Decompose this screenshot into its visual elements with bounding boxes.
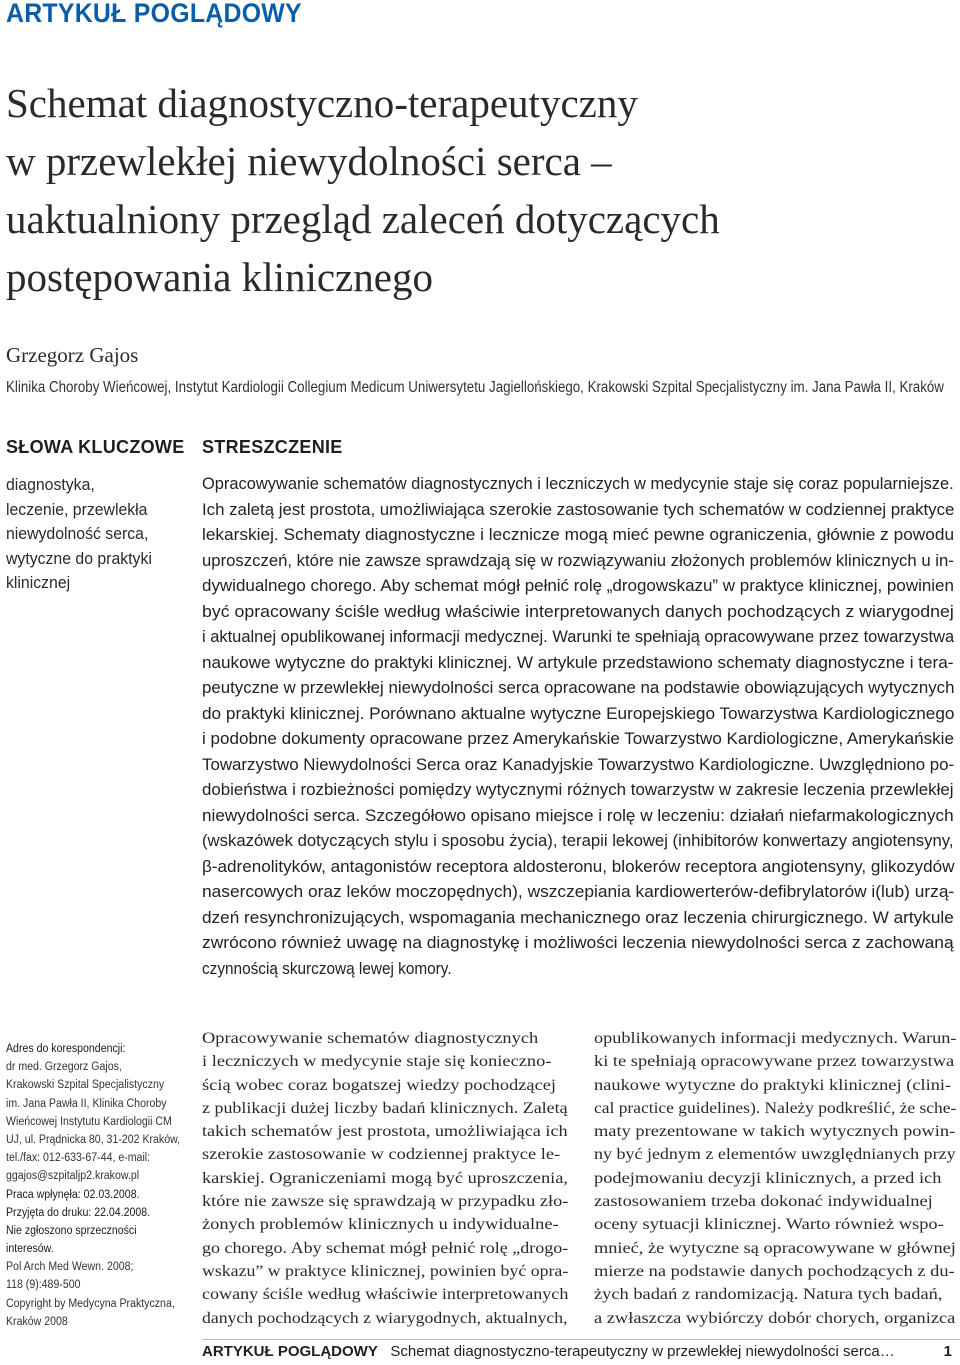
keyword-line: klinicznej [6, 573, 71, 592]
body-line: go chorego. Aby schemat mógł pełnić rolę „drogo- [202, 1239, 569, 1257]
body-line: opublikowanych informacji medycznych. Warun- [594, 1030, 957, 1047]
keyword-line: niewydolność serca, [6, 524, 149, 543]
body-line: zastosowaniem trzeba dokonać indywidualnej [594, 1193, 933, 1211]
correspondence-line: Adres do korespondencji: [6, 1043, 126, 1055]
abstract-line: i aktualnej opublikowanej informacji medycznej. Warunki te spełniają opracowywane przez towarzystwa [202, 628, 955, 646]
body-line: a zwłaszcza wybiórczy dobór chorych, organizca [594, 1309, 956, 1327]
abstract-line: Opracowywanie schematów diagnostycznych i leczniczych w medycynie staje się coraz popularniejsze. [202, 475, 954, 493]
body-line: które nie zawsze się sprawdzają w przypadku zło- [202, 1193, 569, 1211]
body-line: ki te spełniają opracowywane przez towarzystwa [594, 1053, 955, 1071]
correspondence-line: tel./fax: 012-633-67-44, e-mail: [6, 1152, 151, 1165]
correspondence-info [6, 1040, 186, 1331]
abstract-line: nasercowych oraz leków moczopędnych), wszczepiania kardiowerterów-defibrylatorów i(lub) urzą- [202, 883, 955, 901]
body-line: Opracowywanie schematów diagnostycznych [202, 1030, 539, 1047]
body-line: żonych problemów klinicznych u indywidualne- [202, 1216, 559, 1234]
correspondence-line: im. Jana Pawła II, Klinika Choroby [6, 1097, 167, 1110]
title-line: uaktualniony przegląd zaleceń dotyczących [6, 196, 720, 242]
abstract-line: β-adrenolityków, antagonistów receptora aldosteronu, blokerów receptora angiotensyny, glikozydów [202, 857, 955, 876]
body-line: takich schematów jest prostota, umożliwiająca ich [202, 1123, 568, 1141]
body-line: danych pochodzących z wiarygodnych, aktualnych, [202, 1309, 568, 1327]
abstract-line: niewydolności serca. Szczegółowo opisano miejsce i rolę w leczeniu: działań niefarmakologicznych [202, 806, 954, 825]
correspondence-line: Copyright by Medycyna Praktyczna, [6, 1297, 175, 1310]
body-column-2 [594, 1027, 960, 1330]
body-line: maty prezentowane w takich wytycznych powin- [594, 1123, 956, 1141]
correspondence-line: dr med. Grzegorz Gajos, [6, 1061, 122, 1074]
correspondence-line: ggajos@szpitaljp2.krakow.pl [6, 1170, 140, 1183]
abstract-line: do praktyki klinicznej. Porównano aktualne wytyczne Europejskiego Towarzystwa Kardiologicznego [202, 704, 955, 723]
body-line: naukowe wytyczne do praktyki klinicznej (clini- [594, 1076, 952, 1094]
abstract-heading: STRESZCZENIE [202, 437, 343, 457]
body-column-1 [202, 1027, 572, 1330]
section-label: ARTYKUŁ POGLĄDOWY [6, 0, 302, 28]
body-line: podejmowaniu decyzji klinicznych, a przed ich [594, 1169, 942, 1187]
correspondence-line: Krakowski Szpital Specjalistyczny [6, 1079, 165, 1092]
body-line: mnieć, że wytyczne są opracowywane w głównej [594, 1239, 956, 1257]
abstract-line: dzeń resynchronizujących, wspomagania mechanicznego oraz leczenia chirurgicznego. W artykule [202, 908, 954, 927]
keywords-list [6, 473, 186, 596]
body-line: ny być jednym z elementów uwzględnianych przy [594, 1146, 956, 1164]
keyword-line: diagnostyka, [6, 475, 95, 494]
article-title [6, 74, 956, 306]
abstract-line: (wskazówek dotyczących stylu i sposobu życia), terapii lekowej (inhibitorów konwertazy angiotensyny, [202, 832, 954, 850]
correspondence-line: Przyjęta do druku: 22.04.2008. [6, 1206, 151, 1219]
keyword-line: wytyczne do praktyki [6, 548, 152, 568]
correspondence-line: UJ, ul. Prądnicka 80, 31-202 Kraków, [6, 1133, 181, 1146]
body-line: wskazu” w praktyce klinicznej, powinien być opra- [202, 1262, 569, 1280]
body-line: szerokie zastosowanie w codziennej praktyce le- [202, 1146, 561, 1164]
correspondence-line: Pol Arch Med Wewn. 2008; [6, 1261, 134, 1274]
abstract-line: dobieństwa i rozbieżności pomiędzy wytycznymi różnych towarzystw w zakresie leczenia przewlekłej [202, 781, 954, 799]
footer-running-title: Schemat diagnostyczno-terapeutyczny w przewlekłej niewydolności serca… [390, 1343, 895, 1360]
page-number: 1 [943, 1343, 952, 1360]
correspondence-line: 118 (9):489-500 [6, 1279, 81, 1292]
footer-divider [202, 1339, 960, 1340]
body-line: żych badań z randomizacją. Natura tych badań, [594, 1286, 943, 1304]
title-line: Schemat diagnostyczno-terapeutyczny [6, 80, 638, 126]
page-footer [202, 1341, 956, 1365]
abstract-line: czynnością skurczową lewej komory. [202, 959, 452, 978]
abstract-line: uproszczeń, które nie zawsze sprawdzają się w rozwiązywaniu złożonych problemów klinicznych u in- [202, 551, 954, 570]
correspondence-line: interesów. [6, 1243, 54, 1256]
abstract-line: peutyczne w przewlekłej niewydolności serca opracowane na podstawie obowiązujących wytycznych [202, 679, 955, 697]
abstract-line: i podobne dokumenty opracowane przez Amerykańskie Towarzystwo Kardiologiczne, Amerykańskie [202, 730, 954, 748]
title-line: postępowania klinicznego [6, 254, 433, 300]
abstract-line: Ich zaletą jest prostota, umożliwiająca szerokie zastosowanie tych schematów w codziennej praktyce [202, 500, 955, 519]
footer-section-label: ARTYKUŁ POGLĄDOWY [202, 1343, 378, 1360]
body-line: cowany ściśle według właściwie interpretowanych [202, 1286, 569, 1304]
correspondence-line: Nie zgłoszono sprzeczności [6, 1224, 137, 1237]
abstract-line: zwrócono również uwagę na diagnostykę i możliwości leczenia niewydolności serca z zachowaną [202, 934, 954, 952]
author-affiliation: Klinika Choroby Wieńcowej, Instytut Kardiologii Collegium Medicum Uniwersytetu Jagiellońskiego, Krakowski Szpital Specjalistyczny im. Jana Pawła II, Kraków [6, 379, 944, 396]
author-name: Grzegorz Gajos [6, 343, 139, 367]
abstract-text [202, 472, 954, 982]
body-line: oceny sytuacji klinicznej. Warto również wspo- [594, 1216, 944, 1234]
body-line: ścią wobec coraz bogatszej wiedzy pochodzącej [202, 1076, 557, 1094]
body-line: karskiej. Ograniczeniami mogą być uproszczenia, [202, 1169, 568, 1187]
abstract-line: lekarskiej. Schematy diagnostyczne i lecznicze mogą mieć pewne ograniczenia, głównie z powodu [202, 526, 955, 544]
title-line: w przewlekłej niewydolności serca – [6, 138, 612, 184]
abstract-line: być opracowany ściśle według właściwie interpretowanych danych pochodzących z wiarygodnej [202, 602, 954, 621]
body-line: mierze na podstawie danych pochodzących z du- [594, 1262, 955, 1280]
abstract-line: Towarzystwo Niewydolności Serca oraz Kanadyjskie Towarzystwo Kardiologiczne. Uwzględniono po- [202, 755, 955, 774]
correspondence-line: Kraków 2008 [6, 1315, 68, 1328]
abstract-line: naukowe wytyczne do praktyki klinicznej. W artykule przedstawiono schematy diagnostyczne i tera- [202, 653, 954, 672]
body-line: z publikacji dużej liczby badań klinicznych. Zaletą [202, 1099, 568, 1117]
body-line: i leczniczych w medycynie staje się konieczno- [202, 1053, 552, 1071]
abstract-line: dywidualnego chorego. Aby schemat mógł pełnić rolę „drogowskazu” w praktyce klinicznej, powinien [202, 577, 954, 595]
keyword-line: leczenie, przewlekła [6, 499, 148, 519]
body-line: cal practice guidelines). Należy podkreślić, że sche- [594, 1099, 957, 1117]
correspondence-line: Praca wpłynęła: 02.03.2008. [6, 1188, 140, 1201]
keywords-heading: SŁOWA KLUCZOWE [6, 437, 185, 457]
correspondence-line: Wieńcowej Instytutu Kardiologii CM [6, 1115, 172, 1128]
